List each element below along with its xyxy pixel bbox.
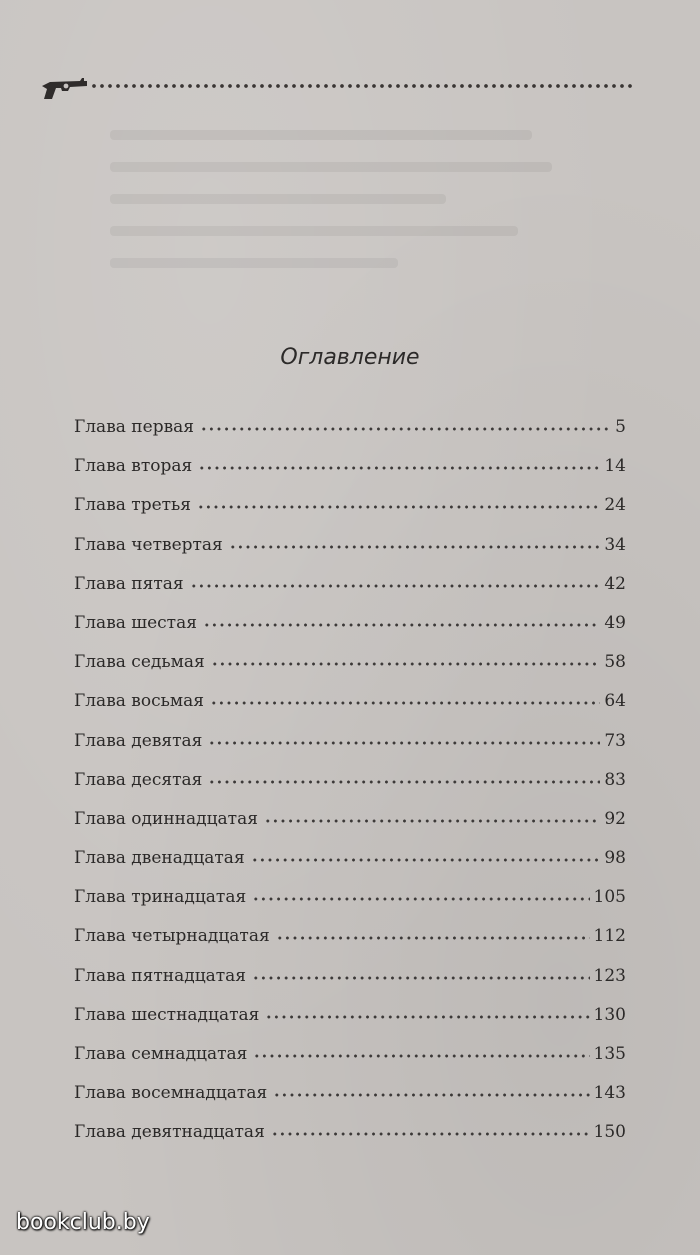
toc-entry [74,604,626,643]
dot-leader [264,819,600,823]
toc-entry [74,996,626,1035]
page-number: 42 [604,573,626,594]
header-ornament [40,72,632,102]
page-number: 150 [593,1122,626,1143]
dot-leader [253,1054,589,1058]
dotted-divider [90,83,632,89]
toc-entry [74,1113,626,1152]
chapter-title: Глава первая [74,417,195,437]
toc-entry [74,526,626,565]
chapter-title: Глава тринадцатая [74,887,247,908]
page-number: 64 [604,691,626,712]
toc-list [74,408,626,1153]
page-number: 135 [593,1044,626,1064]
page-number: 24 [604,495,626,516]
dot-leader [251,858,601,862]
page-number: 123 [593,965,626,986]
chapter-title: Глава третья [74,495,192,516]
toc-title: Оглавление [280,345,420,370]
dot-leader [208,780,600,784]
chapter-title: Глава седьмая [74,652,205,673]
dot-leader [252,976,590,980]
chapter-title: Глава семнадцатая [74,1044,248,1064]
dot-leader [197,505,600,509]
chapter-title: Глава десятая [74,769,203,790]
page-number: 130 [593,1004,626,1025]
page-number: 34 [604,534,626,555]
site-watermark: bookclub.by [16,1210,150,1235]
toc-entry [74,1035,626,1074]
dot-leader [276,936,590,940]
dot-leader [229,545,601,549]
dot-leader [198,466,600,470]
revolver-icon [40,72,88,102]
chapter-title: Глава девятнадцатая [74,1122,265,1143]
toc-entry [74,917,626,956]
page-number: 49 [604,612,626,633]
chapter-title: Глава вторая [74,456,193,477]
page-number: 105 [593,887,626,908]
toc-entry [74,761,626,800]
page-number: 83 [604,769,626,790]
chapter-title: Глава двенадцатая [74,848,245,869]
page-number: 98 [604,848,626,869]
chapter-title: Глава девятая [74,730,203,751]
chapter-title: Глава восьмая [74,691,204,712]
page-number: 112 [593,926,626,947]
dot-leader [190,584,601,588]
page-number: 14 [604,456,626,477]
toc-entry [74,800,626,839]
chapter-title: Глава шестнадцатая [74,1004,260,1025]
bleed-through-text [110,130,590,320]
toc-entry [74,486,626,525]
toc-entry [74,878,626,917]
page-number: 73 [604,730,626,751]
chapter-title: Глава пятнадцатая [74,965,247,986]
toc-entry [74,1074,626,1113]
dot-leader [252,897,589,901]
toc-entry [74,722,626,761]
dot-leader [210,701,600,705]
chapter-title: Глава восемнадцатая [74,1083,268,1104]
toc-entry [74,565,626,604]
chapter-title: Глава пятая [74,573,184,594]
chapter-title: Глава четырнадцатая [74,926,270,947]
toc-entry [74,839,626,878]
page-number: 5 [615,417,626,437]
chapter-title: Глава четвертая [74,534,223,555]
dot-leader [203,623,600,627]
toc-entry [74,447,626,486]
dot-leader [208,741,600,745]
chapter-title: Глава шестая [74,612,197,633]
dot-leader [273,1093,589,1097]
page-number: 58 [604,652,626,673]
dot-leader [271,1132,590,1136]
page-number: 143 [593,1083,626,1104]
toc-entry [74,682,626,721]
page-number: 92 [604,808,626,829]
toc-entry [74,643,626,682]
chapter-title: Глава одиннадцатая [74,808,258,829]
dot-leader [211,662,601,666]
toc-entry [74,957,626,996]
toc-entry [74,408,626,447]
dot-leader [200,427,611,431]
dot-leader [265,1015,589,1019]
